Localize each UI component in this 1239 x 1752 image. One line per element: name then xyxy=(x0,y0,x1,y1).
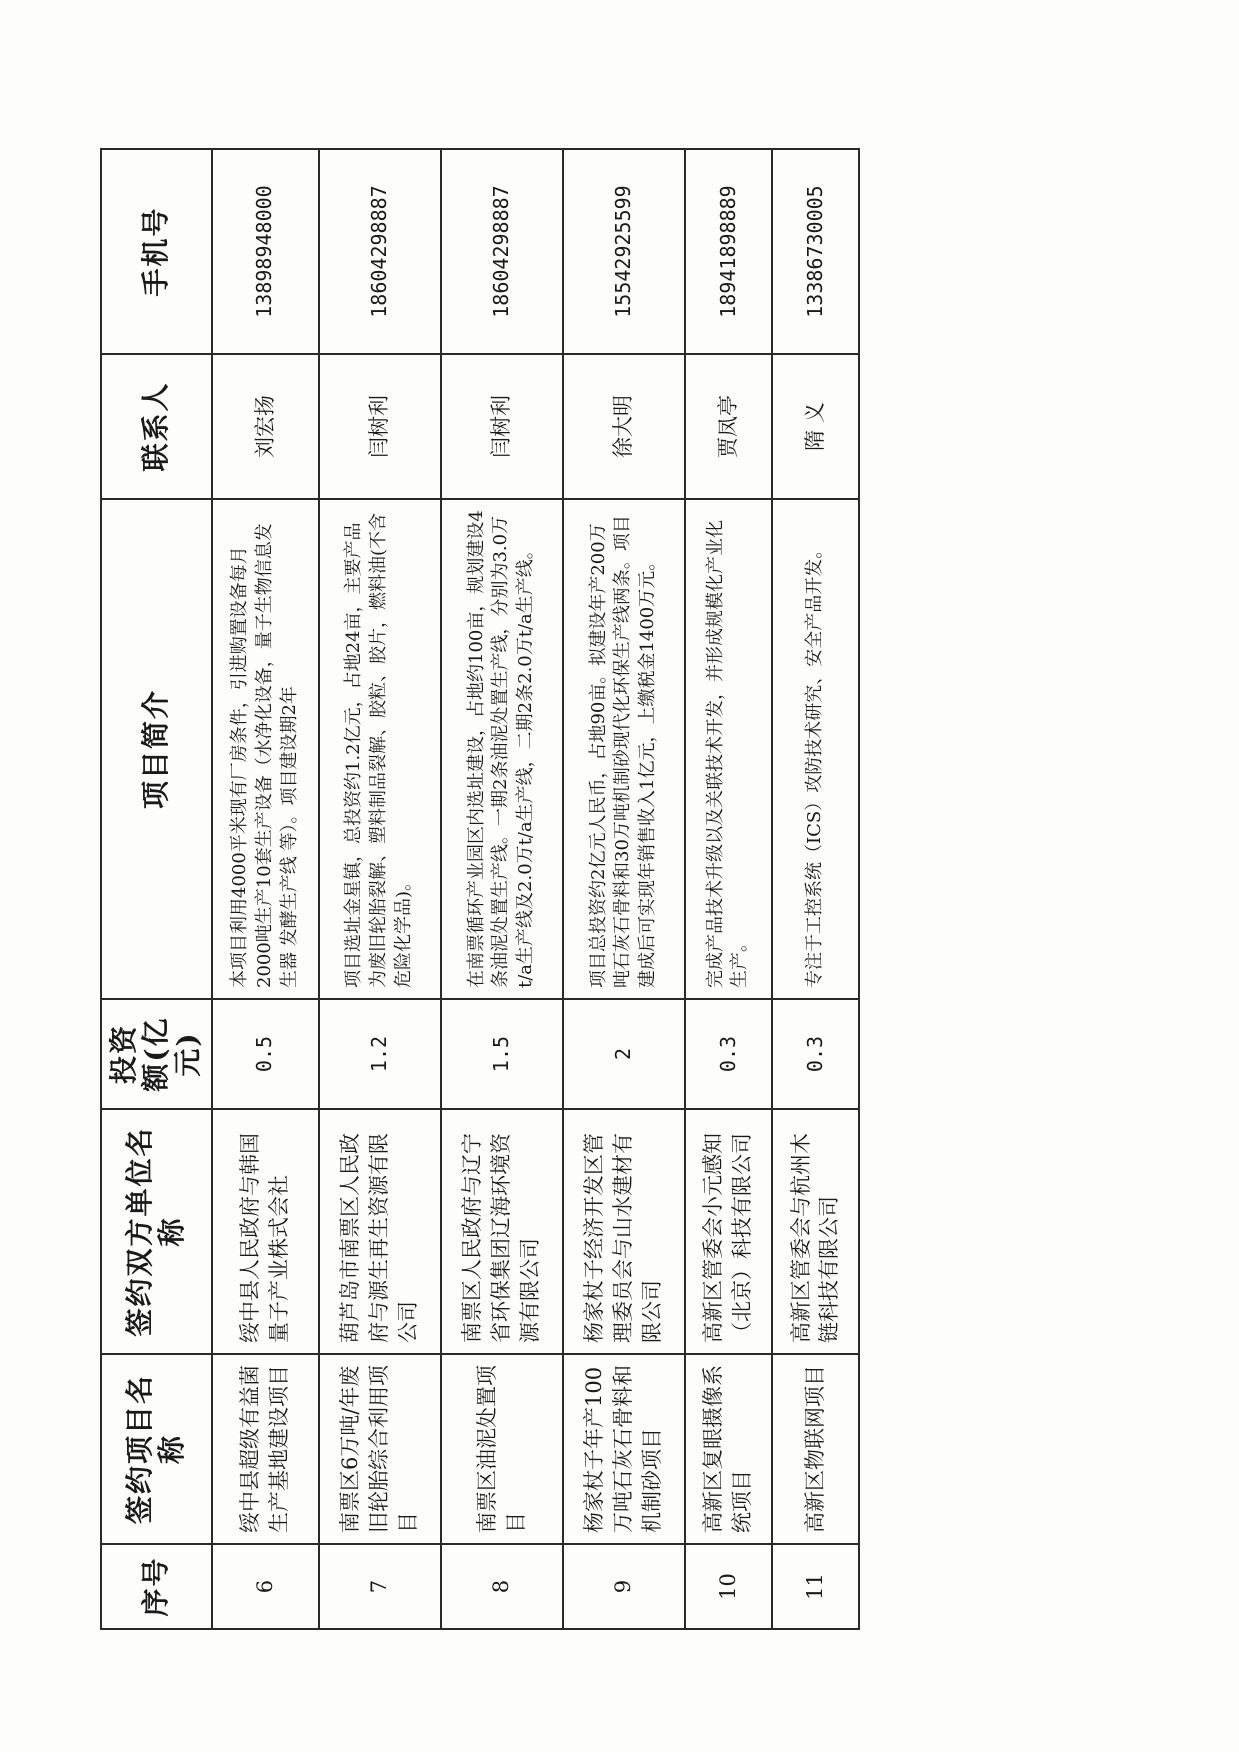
table-row xyxy=(212,149,319,1629)
header-contact: 联系人 xyxy=(101,354,212,499)
cell-parties: 绥中县人民政府与韩国量子产业株式会社 xyxy=(212,1109,319,1354)
project-signing-table xyxy=(100,148,860,1630)
header-no: 序号 xyxy=(101,1544,212,1629)
header-phone: 手机号 xyxy=(101,149,212,354)
cell-parties: 高新区管委会小元感知（北京）科技有限公司 xyxy=(685,1109,772,1354)
cell-intro: 项目总投资约2亿元人民币，占地90亩。拟建设年产200万吨石灰石骨料和30万吨机制砂现代化环保生产线两条。项目建成后可实现年销售收入1亿元，上缴税金1400万元。 xyxy=(563,499,685,999)
header-intro: 项目简介 xyxy=(101,499,212,999)
cell-no: 10 xyxy=(685,1544,772,1629)
cell-parties: 南票区人民政府与辽宁省环保集团辽海环境资源有限公司 xyxy=(441,1109,563,1354)
cell-project-name: 绥中县超级有益菌生产基地建设项目 xyxy=(212,1354,319,1544)
cell-parties: 杨家杖子经济开发区管理委员会与山水建材有限公司 xyxy=(563,1109,685,1354)
cell-phone: 13386730005 xyxy=(772,149,859,354)
cell-project-name: 高新区物联网项目 xyxy=(772,1354,859,1544)
table-row xyxy=(563,149,685,1629)
header-project-name: 签约项目名称 xyxy=(101,1354,212,1544)
cell-project-name: 高新区复眼摄像系统项目 xyxy=(685,1354,772,1544)
cell-parties: 葫芦岛市南票区人民政府与源生再生资源有限公司 xyxy=(319,1109,441,1354)
rotated-table-wrapper xyxy=(100,150,860,1630)
cell-contact: 闫树利 xyxy=(441,354,563,499)
cell-phone: 18604298887 xyxy=(319,149,441,354)
cell-intro: 本项目利用4000平米现有厂房条件，引进购置设备每月2000吨生产10套生产设备（水净化设备，量子生物信息发生器 发酵生产线 等）。项目建设期2年 xyxy=(212,499,319,999)
cell-contact: 徐大明 xyxy=(563,354,685,499)
cell-phone: 15542925599 xyxy=(563,149,685,354)
cell-intro: 专注于工控系统（ICS）攻防技术研究、安全产品开发。 xyxy=(772,499,859,999)
cell-amount: 0.3 xyxy=(685,999,772,1109)
cell-no: 9 xyxy=(563,1544,685,1629)
cell-contact: 贾凤亭 xyxy=(685,354,772,499)
cell-project-name: 杨家杖子年产100万吨石灰石骨料和机制砂项目 xyxy=(563,1354,685,1544)
table-row xyxy=(772,149,859,1629)
table-header-row xyxy=(101,149,212,1629)
cell-parties: 高新区管委会与杭州木链科技有限公司 xyxy=(772,1109,859,1354)
cell-phone: 18604298887 xyxy=(441,149,563,354)
cell-intro: 在南票循环产业园区内选址建设，占地约100亩，规划建设4条油泥处置生产线。一期2条油泥处置生产线，分别为3.0万t/a生产线及2.0万t/a生产线，二期2条2.0万t/a生产线。 xyxy=(441,499,563,999)
cell-project-name: 南票区油泥处置项目 xyxy=(441,1354,563,1544)
header-parties: 签约双方单位名称 xyxy=(101,1109,212,1354)
cell-amount: 0.5 xyxy=(212,999,319,1109)
cell-amount: 1.2 xyxy=(319,999,441,1109)
cell-no: 11 xyxy=(772,1544,859,1629)
table-row xyxy=(685,149,772,1629)
cell-amount: 1.5 xyxy=(441,999,563,1109)
cell-contact: 隋 义 xyxy=(772,354,859,499)
table-row xyxy=(441,149,563,1629)
cell-project-name: 南票区6万吨/年废旧轮胎综合利用项目 xyxy=(319,1354,441,1544)
cell-intro: 项目选址金星镇，总投资约1.2亿元，占地24亩，主要产品为废旧轮胎裂解、塑料制品裂解、胶粒、胶片，燃料油(不含危险化学品)。 xyxy=(319,499,441,999)
cell-amount: 0.3 xyxy=(772,999,859,1109)
table-row xyxy=(319,149,441,1629)
cell-phone: 13898948000 xyxy=(212,149,319,354)
cell-contact: 闫树利 xyxy=(319,354,441,499)
header-amount: 投资额(亿元) xyxy=(101,999,212,1109)
cell-amount: 2 xyxy=(563,999,685,1109)
cell-no: 6 xyxy=(212,1544,319,1629)
cell-no: 7 xyxy=(319,1544,441,1629)
cell-intro: 完成产品技术升级以及关联技术开发，并形成规模化产业化生产。 xyxy=(685,499,772,999)
cell-phone: 18941898889 xyxy=(685,149,772,354)
cell-no: 8 xyxy=(441,1544,563,1629)
cell-contact: 刘宏扬 xyxy=(212,354,319,499)
